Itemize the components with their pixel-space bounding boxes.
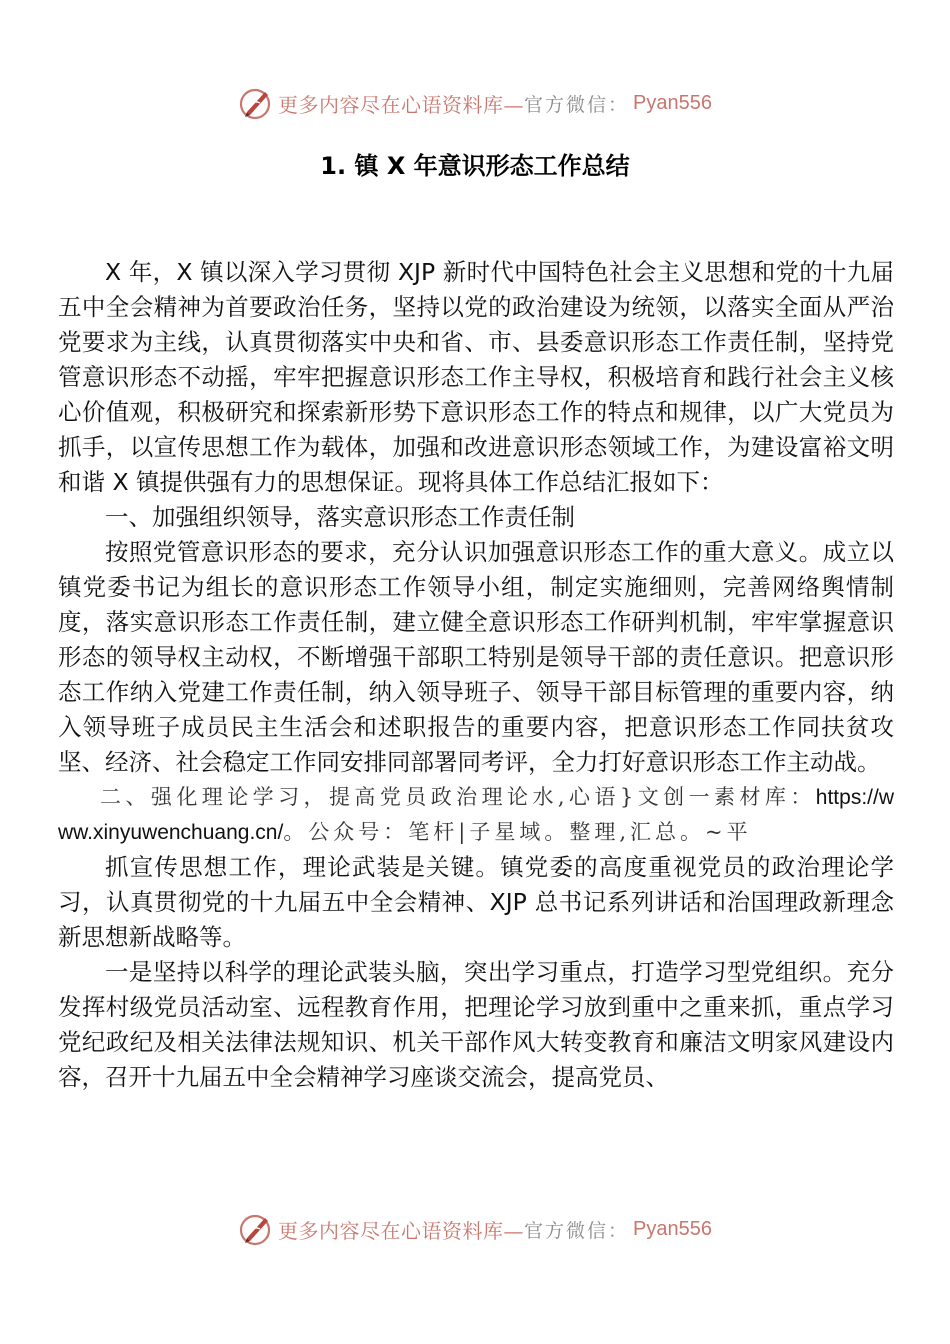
intro-paragraph: X 年，X 镇以深入学习贯彻 XJP 新时代中国特色社会主义思想和党的十九届五中全会精神为首要政治任务，坚持以党的政治建设为统领，以落实全面从严治党要求为主线，认真贯彻落实中央和省、市、县委意识形态工作责任制，坚持党管意识形态不动摇，牢牢把握意识形态工作主导权，积极培育和践行社会主义核心价值观，积极研究和探索新形势下意识形态工作的特点和规律，以广大党员为抓手，以宣传思想工作为载体，加强和改进意识形态领域工作，为建设富裕文明和谐 X 镇提供强有力的思想保证。现将具体工作总结汇报如下： [58,258,894,496]
banner-wechat-label: 官方微信： [524,1219,630,1242]
section-1-paragraph: 按照党管意识形态的要求，充分认识加强意识形态工作的重大意义。成立以镇党委书记为组长的意识形态工作领导小组，制定实施细则，完善网络舆情制度，落实意识形态工作责任制，建立健全意识形态工作研判机制，牢牢掌握意识形态的领导权主动权，不断增强干部职工特别是领导干部的责任意识。把意识形态工作纳入党建工作责任制，纳入领导班子、领导干部目标管理的重要内容，纳入领导班子成员民主生活会和述职报告的重要内容，把意识形态工作同扶贫攻坚、经济、社会稳定工作同安排同部署同考评，全力打好意识形态工作主动战。 [58,538,894,776]
banner-wechat-label: 官方微信： [524,93,630,116]
header-banner [0,83,950,123]
banner-wechat-id: Pyan556 [633,91,712,114]
section-heading-2-text: 二、强化理论学习，提高党员政治理论水,心语}文创一素材库： [100,785,816,809]
pen-logo-icon [238,85,274,121]
document-body [58,255,894,1095]
watermark-suffix: 。公众号：笔杆|子星域。整理,汇总。~平 [283,820,752,844]
section-2-point-1: 一是坚持以科学的理论武装头脑，突出学习重点，打造学习型党组织。充分发挥村级党员活动室、远程教育作用，把理论学习放到重中之重来抓，重点学习党纪政纪及相关法律法规知识、机关干部作风大转变教育和廉洁文明家风建设内容，召开十九届五中全会精神学习座谈交流会，提高党员、 [58,958,894,1091]
document-title: 1. 镇 X 年意识形态工作总结 [320,152,630,180]
section-2-paragraph: 抓宣传思想工作，理论武装是关键。镇党委的高度重视党员的政治理论学习，认真贯彻党的十九届五中全会精神、XJP 总书记系列讲话和治国理政新理念新思想新战略等。 [58,853,894,951]
banner-promo-text: 更多内容尽在心语资料库— [278,1218,524,1243]
banner-wechat-id: Pyan556 [633,1217,712,1240]
watermarked-section-heading-2 [58,780,894,850]
pen-logo-icon [238,1211,274,1247]
footer-banner [0,1209,950,1249]
section-heading-1: 一、加强组织领导，落实意识形态工作责任制 [105,503,575,531]
banner-promo-text: 更多内容尽在心语资料库— [278,92,524,117]
watermark-url: https://www.xinyuwenchuang.cn/ [58,786,894,844]
